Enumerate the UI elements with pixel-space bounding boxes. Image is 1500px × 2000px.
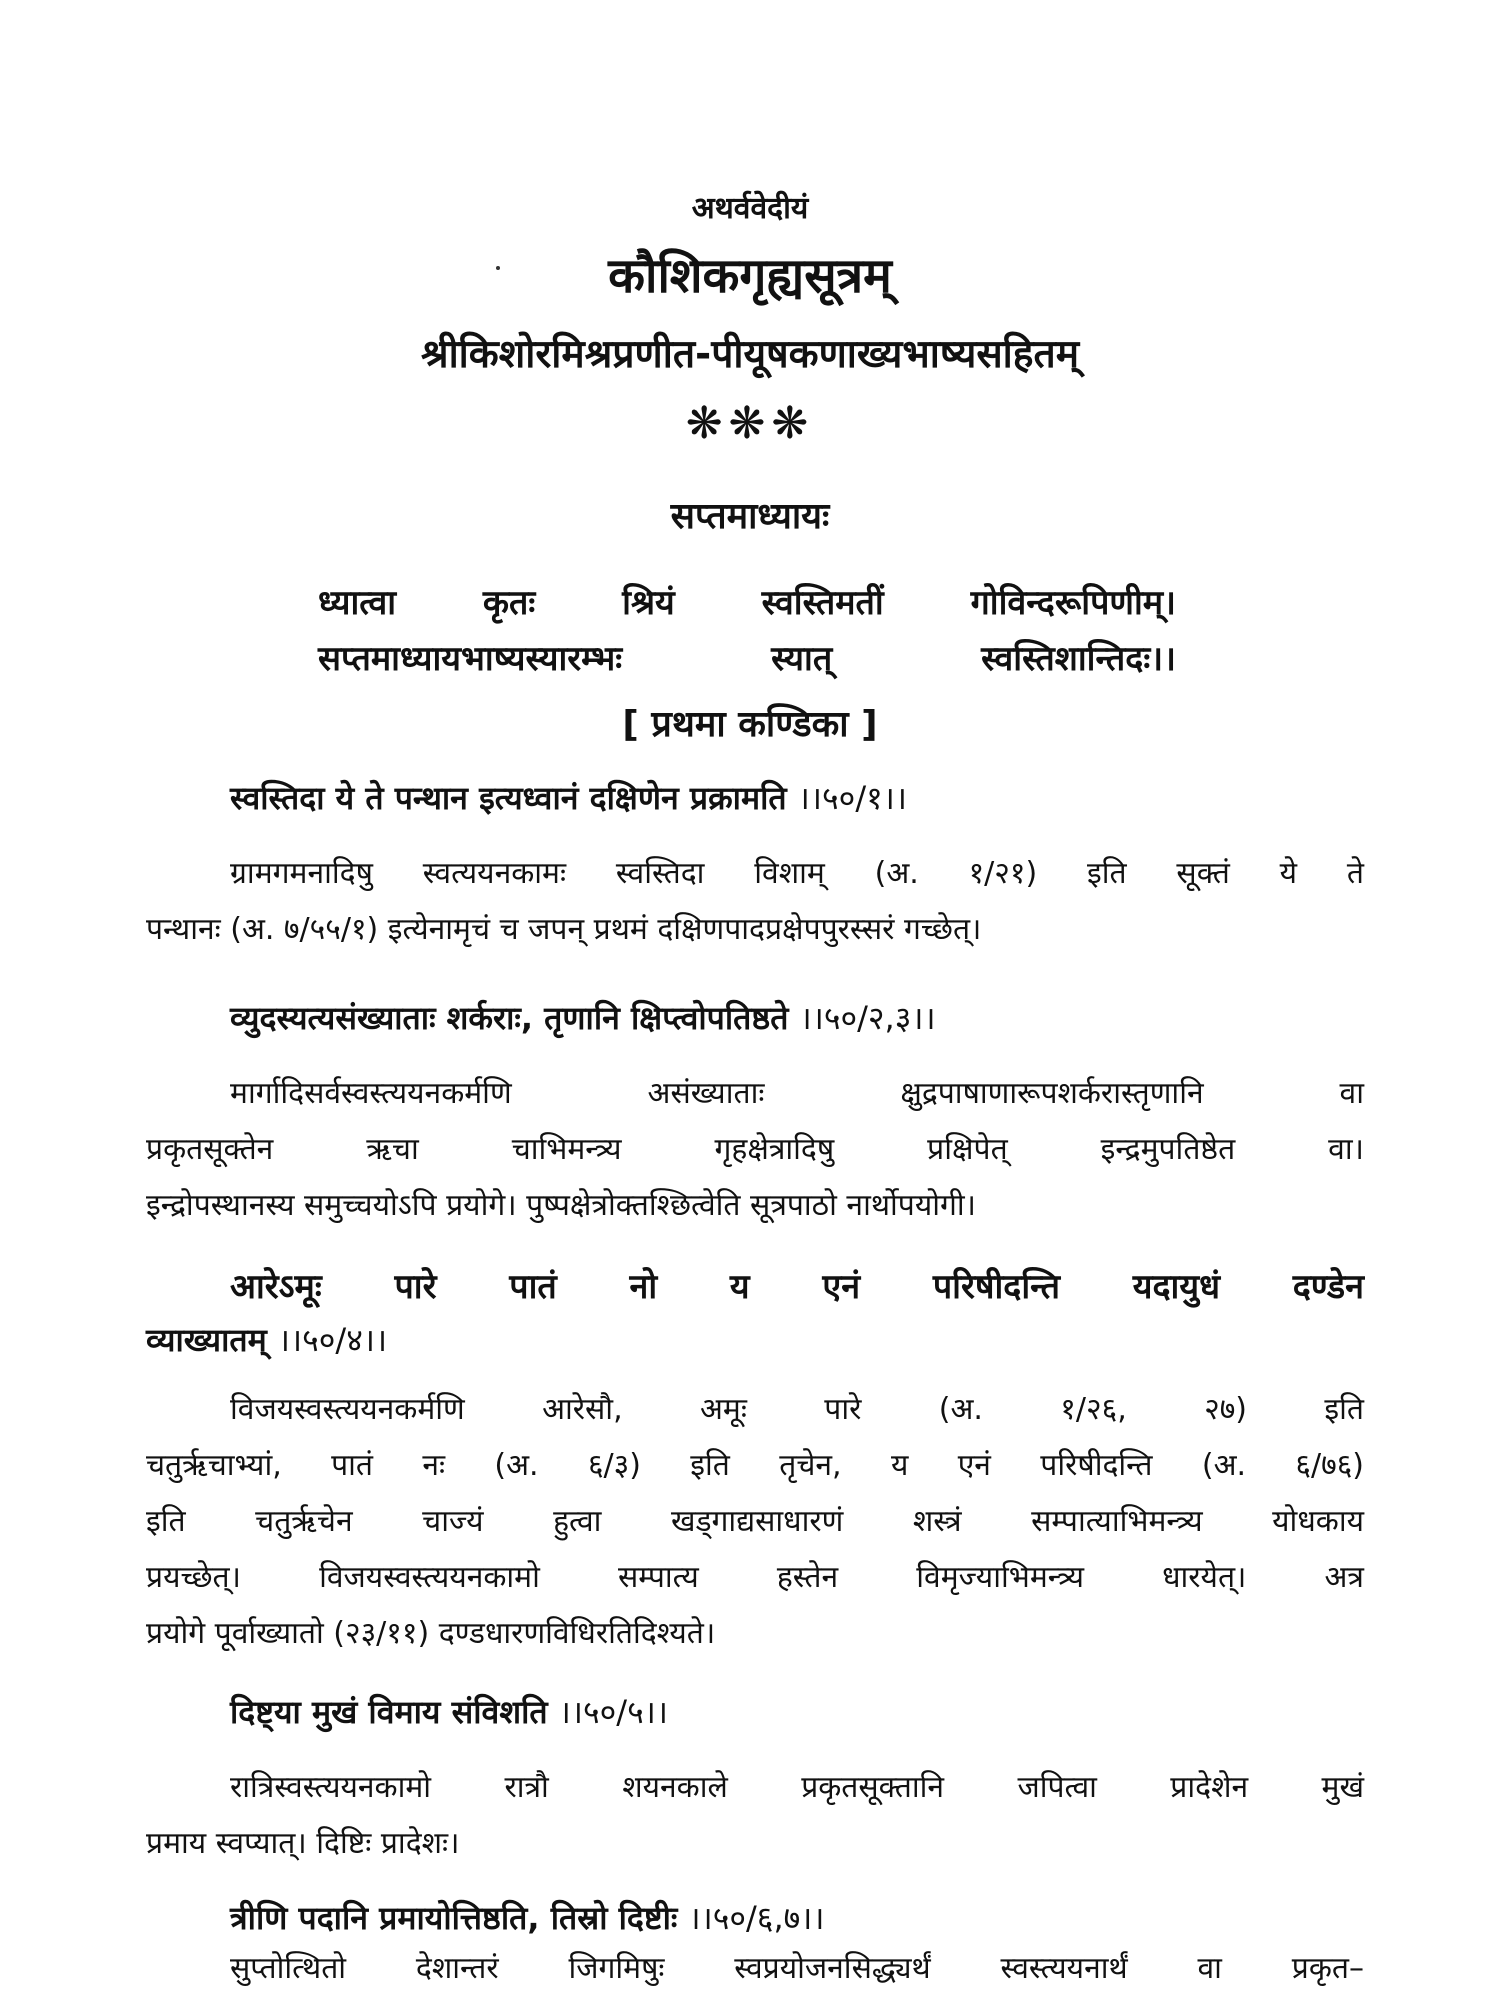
sutra-line — [230, 1690, 668, 1733]
sutra-number: ।।५०/६,७।। — [688, 1899, 825, 1937]
sutra-number: ।।५०/१।। — [797, 779, 907, 817]
commentary-line: मार्गादिसर्वस्वस्त्ययनकर्मणि असंख्याताः क्षुद्रपाषाणारूपशर्करास्तृणानि वा — [230, 1076, 1364, 1111]
commentary-line: विजयस्वस्त्ययनकर्मणि आरेसौ, अमूः पारे (अ. १/२६, २७) इति — [230, 1392, 1364, 1427]
sutra-line — [230, 996, 936, 1039]
sutra-line — [230, 1896, 825, 1939]
sutra-number: ।।५०/२,३।। — [799, 999, 936, 1037]
invocation-verse-line: सप्तमाध्यायभाष्यस्यारम्भः स्यात् स्वस्तिशान्तिदः।। — [318, 639, 1176, 679]
invocation-verse-line: ध्यात्वा कृतः श्रियं स्वस्तिमतीं गोविन्दरूपिणीम्। — [318, 583, 1176, 623]
sutra-text: त्रीणि पदानि प्रमायोत्तिष्ठति, तिस्रो दिष्टीः — [230, 1899, 678, 1937]
sutra-text: व्युदस्यत्यसंख्याताः शर्कराः, तृणानि क्षिप्त्वोपतिष्ठते — [230, 999, 789, 1037]
ornament-asterisks: ❋❋❋ — [685, 398, 815, 449]
commentary-line: इन्द्रोपस्थानस्य समुच्चयोऽपि प्रयोगे। पुष्पक्षेत्रोक्तश्छित्वेति सूत्रपाठो नार्थोपयोगी। — [146, 1188, 977, 1223]
sutra-text: व्याख्यातम् — [146, 1321, 267, 1359]
sutra-line — [230, 776, 907, 819]
book-subtitle: श्रीकिशोरमिश्रप्रणीत-पीयूषकणाख्यभाष्यसहितम् — [420, 332, 1080, 377]
commentary-line: पन्थानः (अ. ७/५५/१) इत्येनामृचं च जपन् प्रथमं दक्षिणपादप्रक्षेपपुरस्सरं गच्छेत्। — [146, 912, 982, 947]
sutra-number: ।।५०/५।। — [558, 1693, 668, 1731]
commentary-line: प्रयच्छेत्। विजयस्वस्त्ययनकामो सम्पात्य हस्तेन विमृज्याभिमन्त्र्य धारयेत्। अत्र — [146, 1560, 1364, 1595]
sutra-number: ।।५०/४।। — [277, 1321, 388, 1359]
commentary-line: रात्रिस्वस्त्ययनकामो रात्रौ शयनकाले प्रकृतसूक्तानि जपित्वा प्रादेशेन मुखं — [230, 1770, 1364, 1805]
book-title: कौशिकगृह्यसूत्रम् — [608, 248, 892, 304]
commentary-line: इति चतुर्ऋचेन चाज्यं हुत्वा खड्गाद्यसाधारणं शस्त्रं सम्पात्याभिमन्त्र्य योधकाय — [146, 1504, 1364, 1539]
sutra-text: आरेऽमूः पारे पातं नो य एनं परिषीदन्ति यदायुधं दण्डेन — [230, 1267, 1364, 1307]
veda-heading: अथर्ववेदीयं — [691, 191, 809, 226]
commentary-line: चतुर्ऋचाभ्यां, पातं नः (अ. ६/३) इति तृचेन, य एनं परिषीदन्ति (अ. ६/७६) — [146, 1448, 1364, 1483]
sutra-text: दिष्ट्या मुखं विमाय संविशति — [230, 1693, 548, 1731]
commentary-line: प्रमाय स्वप्यात्। दिष्टिः प्रादेशः। — [146, 1826, 460, 1861]
commentary-line: ग्रामगमनादिषु स्वत्ययनकामः स्वस्तिदा विशाम् (अ. १/२१) इति सूक्तं ये ते — [230, 856, 1364, 891]
chapter-heading: सप्तमाध्यायः — [670, 496, 830, 537]
kandika-heading: [ प्रथमा कण्डिका ] — [622, 704, 878, 745]
commentary-line: प्रकृतसूक्तेन ऋचा चाभिमन्त्र्य गृहक्षेत्रादिषु प्रक्षिपेत् इन्द्रमुपतिष्ठेत वा। — [146, 1132, 1364, 1167]
sutra-text: स्वस्तिदा ये ते पन्थान इत्यध्वानं दक्षिणेन प्रक्रामति — [230, 779, 787, 817]
commentary-line: प्रयोगे पूर्वाख्यातो (२३/११) दण्डधारणविधिरतिदिश्यते। — [146, 1616, 716, 1651]
commentary-line: सुप्तोत्थितो देशान्तरं जिगमिषुः स्वप्रयोजनसिद्ध्यर्थं स्वस्त्ययनार्थं वा प्रकृत– — [230, 1951, 1364, 1986]
sutra-line — [146, 1318, 387, 1361]
